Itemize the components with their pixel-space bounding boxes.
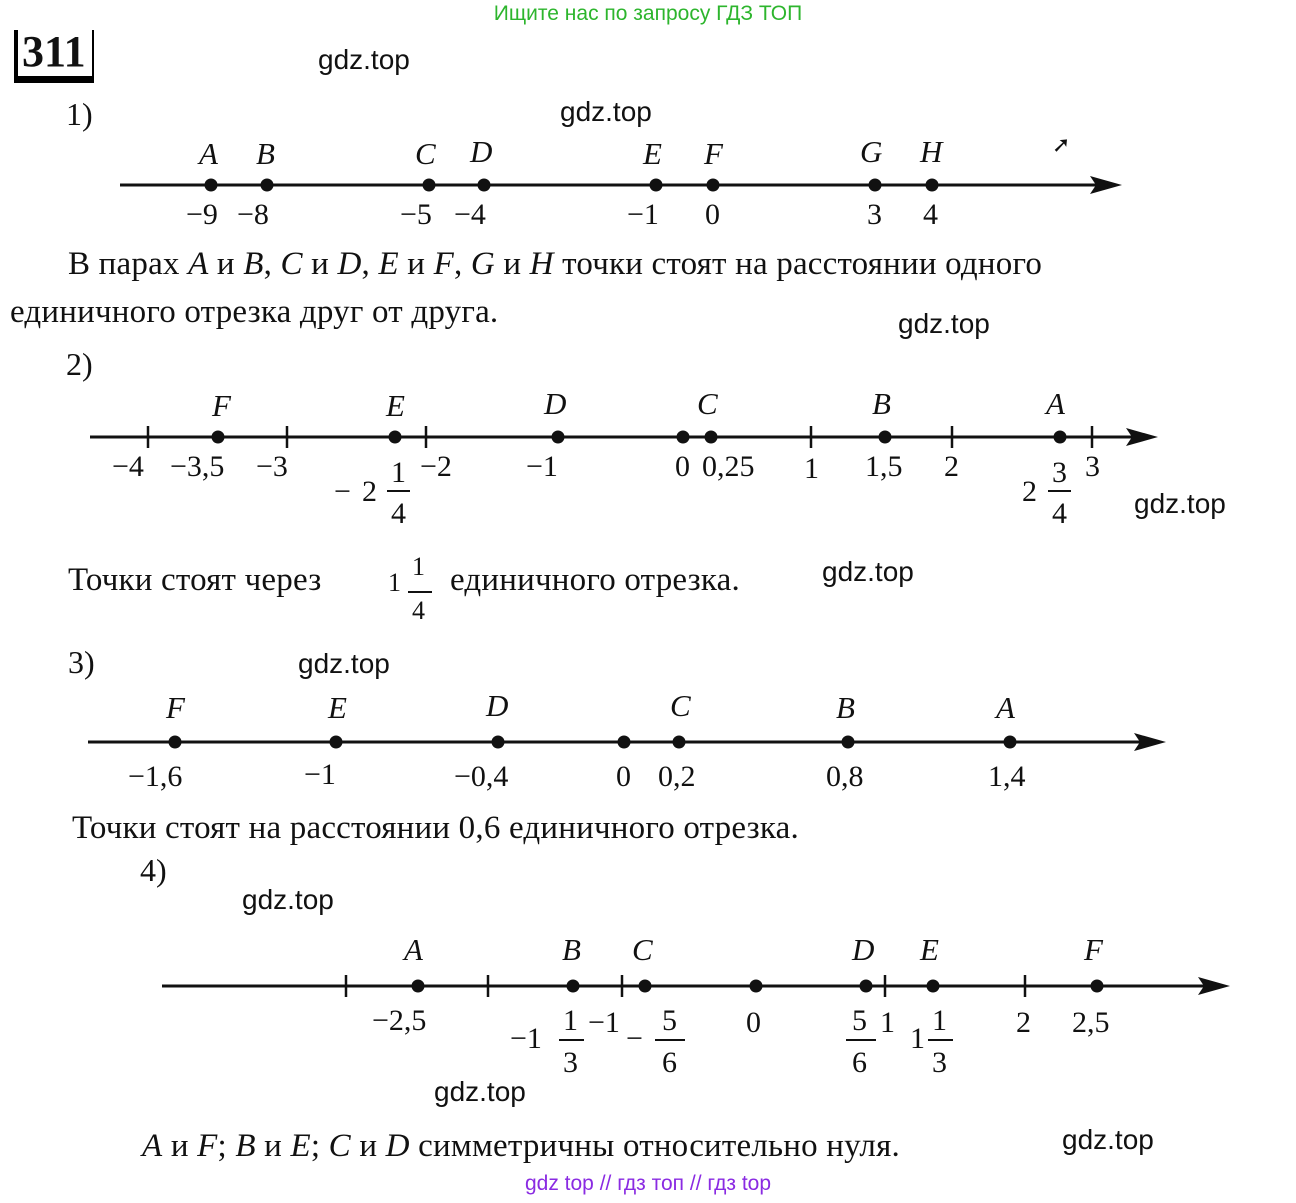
- fraction-numerator: 1: [563, 1004, 578, 1037]
- point-label: C: [632, 932, 653, 967]
- point-dot: [261, 179, 274, 192]
- point-label: F: [166, 690, 185, 725]
- point-label: F: [212, 388, 231, 423]
- point-dot: [750, 980, 763, 993]
- point-dot: [650, 179, 663, 192]
- fraction-numerator: 1: [412, 552, 425, 581]
- pair-conj: и: [359, 1128, 378, 1164]
- point-label: A: [996, 690, 1015, 725]
- answer-text-3: Точки стоят на расстоянии 0,6 единичного отрезка.: [72, 810, 799, 846]
- stray-mark: ➚: [1052, 132, 1071, 157]
- point-label: E: [643, 136, 662, 171]
- tick-label: 4: [923, 198, 938, 231]
- point-dot: [618, 736, 631, 749]
- tick-label: 0: [616, 760, 631, 793]
- fraction-whole: 2: [362, 475, 377, 508]
- watermark: gdz.top: [560, 96, 652, 127]
- point-dot: [927, 980, 940, 993]
- point-dot: [639, 980, 652, 993]
- part-label-2: 2): [66, 346, 93, 382]
- pair-letter: C: [280, 246, 303, 282]
- tick-label: 1,5: [865, 450, 903, 483]
- tick-label: 1: [804, 452, 819, 485]
- pair-conj: и: [170, 1128, 189, 1164]
- pair-letter: C: [328, 1128, 351, 1164]
- tick-label: 3: [1085, 450, 1100, 483]
- tick-label: 2,5: [1072, 1006, 1110, 1039]
- point-label: C: [670, 688, 691, 723]
- fraction-denominator: 4: [1052, 497, 1067, 530]
- point-dot: [423, 179, 436, 192]
- answer-text-1-line2: единичного отрезка друг от друга.: [10, 294, 499, 330]
- watermark: gdz.top: [298, 648, 390, 679]
- point-label: B: [872, 386, 891, 421]
- answer-text-1-line1: В парах A и B, C и D, E и F, G и H точки стоят на расстоянии одного: [68, 246, 1043, 282]
- answer-text-2-after: единичного отрезка.: [450, 562, 740, 598]
- point-label: C: [697, 386, 718, 421]
- pair-letter: H: [529, 246, 554, 282]
- point-dot: [492, 736, 505, 749]
- axis-arrow: [1134, 733, 1166, 751]
- tick-label: 0: [675, 450, 690, 483]
- fraction-denominator: 3: [563, 1046, 578, 1079]
- point-label: D: [486, 688, 509, 723]
- fraction-denominator: 6: [852, 1046, 867, 1079]
- point-dot: [707, 179, 720, 192]
- pair-conj: и: [407, 246, 426, 282]
- watermark: gdz.top: [318, 44, 410, 75]
- point-dot: [169, 736, 182, 749]
- tick-label: 0,2: [658, 760, 696, 793]
- point-dot: [205, 179, 218, 192]
- point-dot: [842, 736, 855, 749]
- axis-arrow: [1090, 176, 1122, 194]
- part-label-4: 4): [140, 852, 167, 888]
- fraction-whole: 2: [1022, 475, 1037, 508]
- pair-letter: E: [290, 1128, 311, 1164]
- tick-label: −3,5: [170, 450, 225, 483]
- pair-letter: D: [385, 1128, 410, 1164]
- point-label: F: [1084, 932, 1103, 967]
- pair-conj: и: [264, 1128, 283, 1164]
- tick-label: −1,6: [128, 760, 183, 793]
- pair-letter: E: [378, 246, 399, 282]
- axis-arrow: [1126, 428, 1158, 446]
- pair-letter: D: [337, 246, 362, 282]
- tick-label: −2,5: [372, 1004, 427, 1037]
- point-label: E: [920, 932, 939, 967]
- point-dot: [705, 431, 718, 444]
- fraction-numerator: 1: [932, 1004, 947, 1037]
- top-banner: Ищите нас по запросу ГДЗ ТОП: [493, 2, 803, 25]
- pair-letter: G: [470, 246, 495, 282]
- watermark: gdz.top: [822, 556, 914, 587]
- pair-letter: A: [188, 246, 209, 282]
- tick-label: 1: [880, 1006, 895, 1039]
- fraction-whole: 1: [910, 1022, 925, 1055]
- point-dot: [478, 179, 491, 192]
- point-label: C: [415, 136, 436, 171]
- point-dot: [1091, 980, 1104, 993]
- tick-label: 0,8: [826, 760, 864, 793]
- watermark: gdz.top: [242, 884, 334, 915]
- watermark: gdz.top: [1062, 1124, 1154, 1155]
- fraction-sign: −: [334, 475, 351, 508]
- tick-label: −4: [112, 450, 144, 483]
- point-label: B: [562, 932, 581, 967]
- fraction-numerator: 1: [391, 456, 406, 489]
- fraction-denominator: 4: [412, 596, 425, 625]
- point-dot: [677, 431, 690, 444]
- fraction-denominator: 3: [932, 1046, 947, 1079]
- answer-text-4: [142, 1128, 900, 1165]
- tick-label: −1: [588, 1006, 620, 1039]
- tick-label: 0: [746, 1006, 761, 1039]
- point-label: A: [404, 932, 423, 967]
- point-label: A: [1046, 386, 1065, 421]
- point-dot: [330, 736, 343, 749]
- point-dot: [567, 980, 580, 993]
- tick-label: −8: [237, 198, 269, 231]
- pair-letter: F: [197, 1128, 218, 1164]
- tick-label: 1,4: [988, 760, 1026, 793]
- pair-letter: B: [235, 1128, 256, 1164]
- pair-conj: и: [216, 246, 235, 282]
- fraction-denominator: 6: [662, 1046, 677, 1079]
- tick-label: −1: [304, 758, 336, 791]
- tick-label: −0,4: [454, 760, 509, 793]
- point-dot: [552, 431, 565, 444]
- answer-text-2-before: Точки стоят через: [68, 562, 322, 598]
- pair-sep: ;: [310, 1128, 321, 1164]
- axis-arrow: [1198, 977, 1230, 995]
- fraction-numerator: 5: [852, 1004, 867, 1037]
- point-dot: [1004, 736, 1017, 749]
- tick-label: 2: [1016, 1006, 1031, 1039]
- point-dot: [860, 980, 873, 993]
- point-dot: [869, 179, 882, 192]
- text-suffix: симметричны относительно нуля.: [418, 1128, 900, 1164]
- tick-label: 0,25: [702, 450, 755, 483]
- point-dot: [673, 736, 686, 749]
- point-label: H: [920, 134, 943, 169]
- point-label: A: [199, 136, 218, 171]
- fraction-sign: −: [626, 1022, 643, 1055]
- point-label: E: [386, 388, 405, 423]
- part-label-3: 3): [68, 644, 95, 680]
- pair-conj: и: [311, 246, 330, 282]
- tick-label: −1: [627, 198, 659, 231]
- bottom-banner: gdz top // гдз топ // гдз top: [524, 1172, 772, 1195]
- pair-sep: ;: [217, 1128, 227, 1164]
- pair-conj: и: [503, 246, 522, 282]
- tick-label: −1: [526, 450, 558, 483]
- pair-letter: B: [243, 246, 264, 282]
- point-dot: [926, 179, 939, 192]
- point-label: E: [328, 690, 347, 725]
- fraction-whole: 1: [388, 568, 401, 597]
- point-label: D: [544, 386, 567, 421]
- fraction-numerator: 5: [662, 1004, 677, 1037]
- tick-label: 0: [705, 198, 720, 231]
- fraction-sign: −1: [510, 1022, 542, 1055]
- point-label: D: [470, 134, 493, 169]
- point-label: F: [704, 136, 723, 171]
- tick-label: −2: [420, 450, 452, 483]
- point-dot: [1054, 431, 1067, 444]
- point-dot: [212, 431, 225, 444]
- pair-letter: F: [433, 246, 454, 282]
- point-label: G: [860, 134, 883, 169]
- tick-label: −4: [454, 198, 486, 231]
- watermark: gdz.top: [1134, 488, 1226, 519]
- point-label: D: [852, 932, 875, 967]
- fraction-numerator: 3: [1052, 456, 1067, 489]
- tick-label: −3: [256, 450, 288, 483]
- watermark: gdz.top: [434, 1076, 526, 1107]
- point-label: B: [256, 136, 275, 171]
- point-dot: [389, 431, 402, 444]
- watermark: gdz.top: [898, 308, 990, 339]
- tick-label: −9: [186, 198, 218, 231]
- point-label: B: [836, 690, 855, 725]
- part-label-1: 1): [66, 96, 93, 132]
- fraction-denominator: 4: [391, 497, 406, 530]
- tick-label: 2: [944, 450, 959, 483]
- point-dot: [879, 431, 892, 444]
- point-dot: [412, 980, 425, 993]
- text-prefix: В парах: [68, 246, 180, 282]
- problem-number: 311: [14, 30, 94, 83]
- tick-label: −5: [400, 198, 432, 231]
- text-suffix: точки стоят на расстоянии одного: [562, 246, 1043, 282]
- pair-letter: A: [142, 1128, 163, 1164]
- tick-label: 3: [867, 198, 882, 231]
